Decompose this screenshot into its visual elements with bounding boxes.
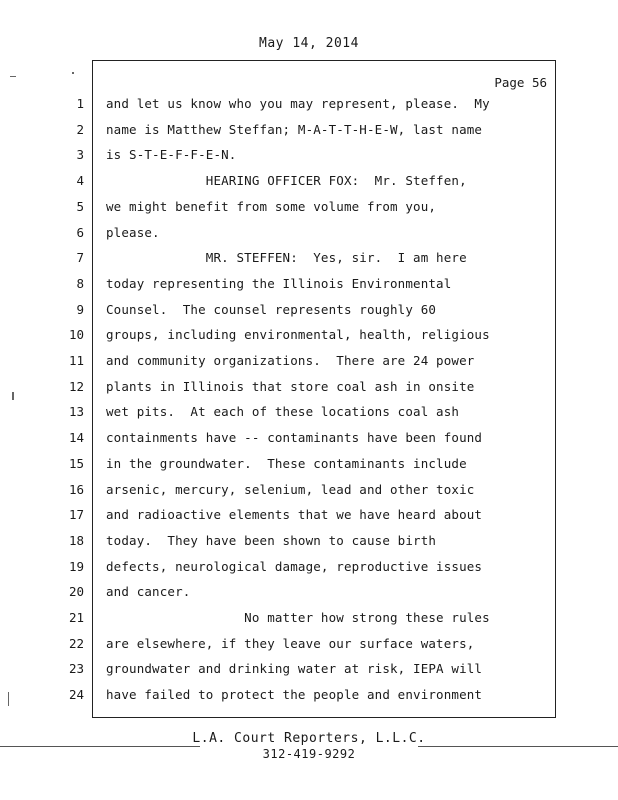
line-number: 9 (76, 302, 84, 317)
transcript-line: defects, neurological damage, reproductive issues (106, 559, 483, 574)
line-number: 21 (68, 610, 84, 625)
line-number: 5 (76, 199, 84, 214)
transcript-line: have failed to protect the people and environment (106, 687, 483, 702)
transcript-line: and community organizations. There are 24 power (106, 353, 475, 368)
line-number: 19 (68, 559, 84, 574)
transcript-line: wet pits. At each of these locations coal ash (106, 404, 460, 419)
transcript-line: Counsel. The counsel represents roughly 60 (106, 302, 437, 317)
transcript-line: arsenic, mercury, selenium, lead and other toxic (106, 482, 475, 497)
line-number: 10 (68, 327, 84, 342)
transcript-line: today representing the Illinois Environmental (106, 276, 452, 291)
transcript-line: name is Matthew Steffan; M-A-T-T-H-E-W, last name (106, 122, 483, 137)
line-number: 15 (68, 456, 84, 471)
line-number: 1 (76, 96, 84, 111)
transcript-line: and let us know who you may represent, please. My (106, 96, 490, 111)
transcript-line: groups, including environmental, health, religious (106, 327, 490, 342)
line-number: 13 (68, 404, 84, 419)
transcript-date: May 14, 2014 (259, 36, 359, 51)
transcript-line: are elsewhere, if they leave our surface waters, (106, 636, 475, 651)
transcript-line: we might benefit from some volume from you, (106, 199, 437, 214)
line-number: 20 (68, 584, 84, 599)
transcript-line: is S-T-E-F-F-E-N. (106, 147, 237, 162)
scan-mark (72, 72, 74, 74)
transcript-line: in the groundwater. These contaminants include (106, 456, 467, 471)
transcript-line: groundwater and drinking water at risk, IEPA will (106, 661, 483, 676)
line-number: 7 (76, 250, 84, 265)
transcript-line: plants in Illinois that store coal ash in onsite (106, 379, 475, 394)
transcript-line: please. (106, 225, 160, 240)
transcript-line: and cancer. (106, 584, 191, 599)
transcript-line: MR. STEFFEN: Yes, sir. I am here (106, 250, 467, 265)
transcript-line: and radioactive elements that we have heard about (106, 507, 483, 522)
transcript-line: No matter how strong these rules (106, 610, 490, 625)
scan-mark (10, 76, 16, 77)
line-number: 23 (68, 661, 84, 676)
line-number: 4 (76, 173, 84, 188)
line-number: 8 (76, 276, 84, 291)
scan-mark (8, 692, 9, 706)
line-number: 11 (68, 353, 84, 368)
line-number: 12 (68, 379, 84, 394)
line-number: 3 (76, 147, 84, 162)
line-number: 14 (68, 430, 84, 445)
transcript-line: HEARING OFFICER FOX: Mr. Steffen, (106, 173, 467, 188)
court-reporter-phone: 312-419-9292 (262, 747, 356, 761)
page-number: Page 56 (494, 75, 547, 90)
line-number: 22 (68, 636, 84, 651)
transcript-line: today. They have been shown to cause birth (106, 533, 437, 548)
line-number: 17 (68, 507, 84, 522)
line-number: 6 (76, 225, 84, 240)
court-reporter-name: L.A. Court Reporters, L.L.C. (192, 731, 426, 746)
line-number: 18 (68, 533, 84, 548)
line-number: 2 (76, 122, 84, 137)
line-number: 16 (68, 482, 84, 497)
transcript-line: containments have -- contaminants have been found (106, 430, 483, 445)
line-number: 24 (68, 687, 84, 702)
scan-mark (12, 392, 14, 400)
